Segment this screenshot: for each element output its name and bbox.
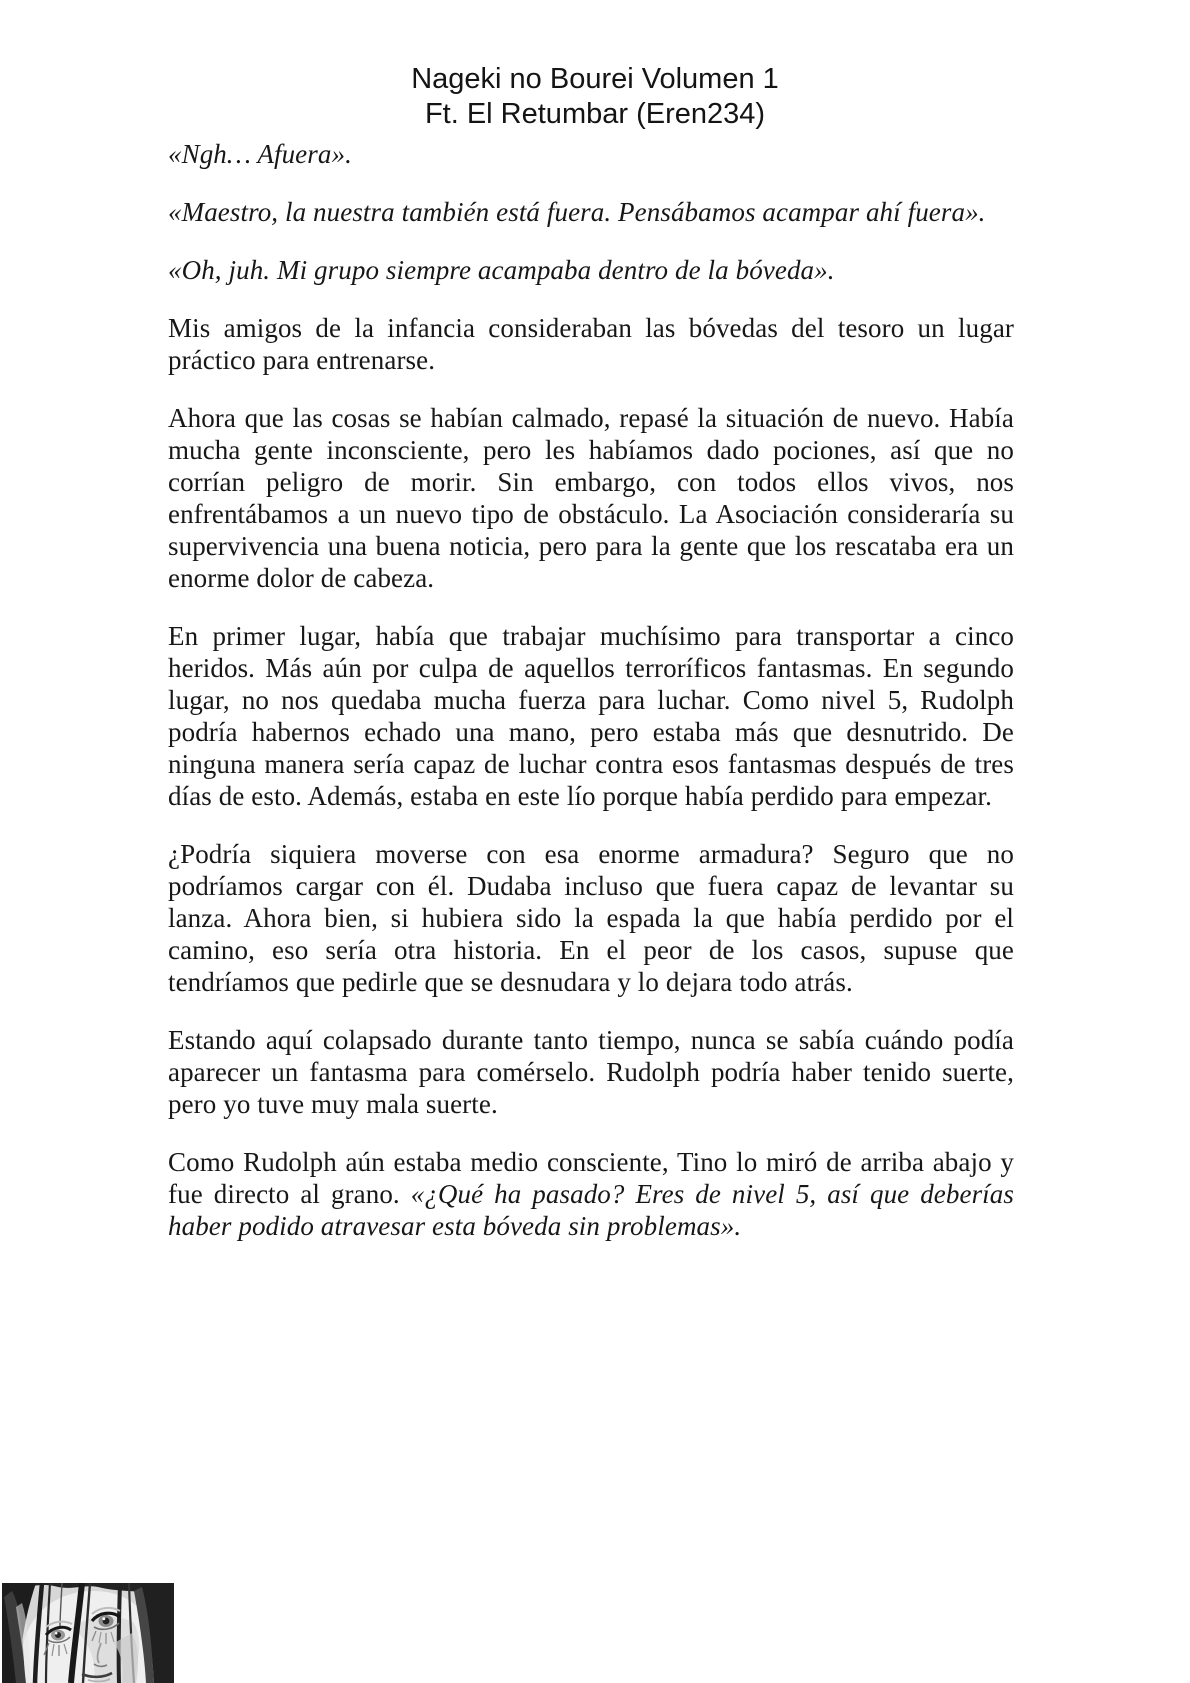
manga-face-drawing [2, 1583, 174, 1683]
paragraph: «Ngh… Afuera». [168, 139, 352, 169]
document-header [0, 62, 1190, 132]
paragraph: Estando aquí colapsado durante tanto tiempo, nunca se sabía cuándo podía aparecer un fantasma para comérselo. Rudolph podría haber tenido suerte, pero yo tuve muy mala suerte. [168, 1025, 1014, 1119]
paragraph: Mis amigos de la infancia consideraban las bóvedas del tesoro un lugar práctico para entrenarse. [168, 313, 1014, 375]
document-title-line2: Ft. El Retumbar (Eren234) [424, 98, 766, 130]
paragraph [168, 1146, 1014, 1242]
paragraph-text-normal: Como Rudolph aún estaba medio consciente, Tino lo miró de arriba abajo y fue directo al grano. [168, 1147, 1014, 1209]
manga-face-illustration [2, 1583, 174, 1683]
document-title-line1: Nageki no Bourei Volumen 1 [411, 63, 779, 95]
paragraph: En primer lugar, había que trabajar muchísimo para transportar a cinco heridos. Más aún por culpa de aquellos terroríficos fantasmas. En segundo lugar, no nos quedaba mucha fuerza para luchar. Como nivel 5, Rudolph podría habernos echado una mano, pero estaba más que desnutrido. De ninguna manera sería capaz de luchar contra esos fantasmas después de tres días de esto. Además, estaba en este lío porque había perdido para empezar. [168, 621, 1014, 811]
paragraph: ¿Podría siquiera moverse con esa enorme armadura? Seguro que no podríamos cargar con él. Dudaba incluso que fuera capaz de levantar su lanza. Ahora bien, si hubiera sido la espada la que había perdido por el camino, eso sería otra historia. En el peor de los casos, supuse que tendríamos que pedirle que se desnudara y lo dejara todo atrás. [168, 839, 1014, 997]
paragraph: Ahora que las cosas se habían calmado, repasé la situación de nuevo. Había mucha gente inconsciente, pero les habíamos dado pociones, así que no corrían peligro de morir. Sin embargo, con todos ellos vivos, nos enfrentábamos a un nuevo tipo de obstáculo. La Asociación consideraría su supervivencia una buena noticia, pero para la gente que los rescataba era un enorme dolor de cabeza. [168, 403, 1014, 593]
document-body [168, 138, 1014, 1268]
paragraph: «Oh, juh. Mi grupo siempre acampaba dentro de la bóveda». [168, 255, 835, 285]
paragraph-text-italic: «¿Qué ha pasado? Eres de nivel 5, así que deberías haber podido atravesar esta bóveda sin problemas». [168, 1179, 1014, 1241]
paragraph: «Maestro, la nuestra también está fuera. Pensábamos acampar ahí fuera». [168, 197, 986, 227]
